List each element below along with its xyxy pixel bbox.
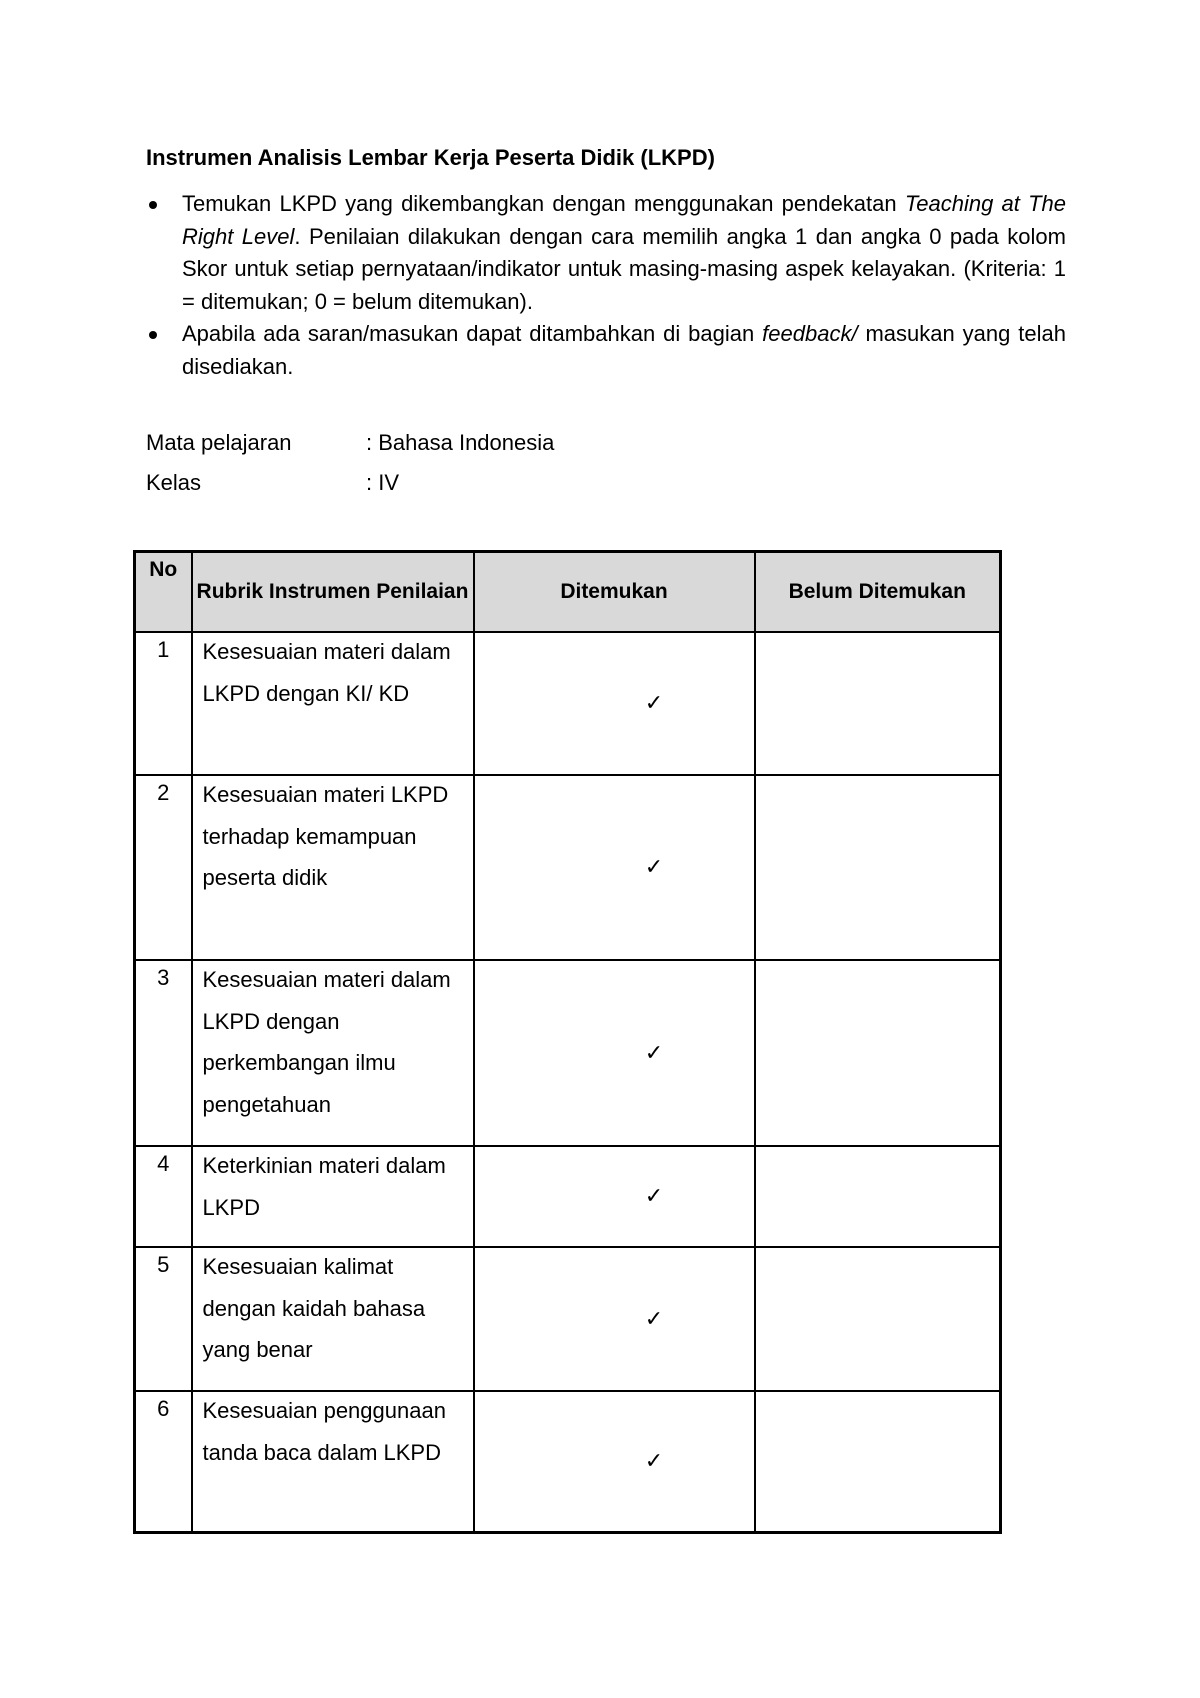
header-not-found: Belum Ditemukan bbox=[755, 552, 1001, 633]
rubric-text: Kesesuaian materi dalam LKPD dengan KI/ KD bbox=[192, 632, 474, 775]
found-cell bbox=[474, 1391, 755, 1532]
document-title: Instrumen Analisis Lembar Kerja Peserta Didik (LKPD) bbox=[146, 145, 715, 170]
row-number: 3 bbox=[135, 960, 192, 1146]
rubric-text: Kesesuaian materi dalam LKPD dengan perkembangan ilmu pengetahuan bbox=[192, 960, 474, 1146]
table-row bbox=[135, 1146, 1001, 1247]
row-number: 6 bbox=[135, 1391, 192, 1532]
not-found-cell bbox=[755, 960, 1001, 1146]
rubric-text: Kesesuaian penggunaan tanda baca dalam LKPD bbox=[192, 1391, 474, 1532]
checkmark-icon: ✓ bbox=[644, 691, 664, 716]
checkmark-icon: ✓ bbox=[644, 855, 664, 880]
header-rubric: Rubrik Instrumen Penilaian bbox=[192, 552, 474, 633]
header-no: No bbox=[135, 552, 192, 633]
instruction-list bbox=[146, 188, 1066, 383]
checkmark-icon: ✓ bbox=[644, 1184, 664, 1209]
checkmark-icon: ✓ bbox=[644, 1306, 664, 1332]
instruction-item bbox=[146, 188, 1066, 318]
instruction-item bbox=[146, 318, 1066, 383]
not-found-cell bbox=[755, 775, 1001, 960]
table-header-row bbox=[135, 552, 1001, 633]
info-value: : Bahasa Indonesia bbox=[366, 430, 555, 455]
rubric-text: Kesesuaian kalimat dengan kaidah bahasa yang benar bbox=[192, 1247, 474, 1391]
row-number: 2 bbox=[135, 775, 192, 960]
table-row bbox=[135, 960, 1001, 1146]
found-cell bbox=[474, 632, 755, 775]
not-found-cell bbox=[755, 1391, 1001, 1532]
bullet-icon bbox=[149, 201, 157, 209]
instruction-text: Apabila ada saran/masukan dapat ditambahkan di bagian feedback/ masukan yang telah disediakan. bbox=[182, 321, 1066, 379]
checkmark-icon: ✓ bbox=[644, 1448, 664, 1474]
rubric-table bbox=[133, 550, 1002, 1534]
table-row bbox=[135, 1391, 1001, 1532]
found-cell bbox=[474, 960, 755, 1146]
instruction-text: Temukan LKPD yang dikembangkan dengan menggunakan pendekatan Teaching at The Right Level. Penilaian dilakukan dengan cara memilih angka 1 dan angka 0 pada kolom Skor untuk setiap pernyataan/indikator untuk masing-masing aspek kelayakan. (Kriteria: 1 = ditemukan; 0 = belum ditemukan). bbox=[182, 191, 1066, 314]
found-cell bbox=[474, 775, 755, 960]
not-found-cell bbox=[755, 1146, 1001, 1247]
rubric-text: Kesesuaian materi LKPD terhadap kemampuan peserta didik bbox=[192, 775, 474, 960]
found-cell bbox=[474, 1247, 755, 1391]
row-number: 1 bbox=[135, 632, 192, 775]
table-row bbox=[135, 1247, 1001, 1391]
rubric-text: Keterkinian materi dalam LKPD bbox=[192, 1146, 474, 1247]
row-number: 4 bbox=[135, 1146, 192, 1247]
info-subject bbox=[146, 430, 746, 460]
header-found: Ditemukan bbox=[474, 552, 755, 633]
checkmark-icon: ✓ bbox=[644, 1040, 664, 1066]
info-label: Kelas bbox=[146, 470, 202, 495]
not-found-cell bbox=[755, 632, 1001, 775]
not-found-cell bbox=[755, 1247, 1001, 1391]
found-cell bbox=[474, 1146, 755, 1247]
info-label: Mata pelajaran bbox=[146, 430, 292, 455]
table-row bbox=[135, 775, 1001, 960]
bullet-icon bbox=[149, 331, 157, 339]
table-row bbox=[135, 632, 1001, 775]
row-number: 5 bbox=[135, 1247, 192, 1391]
info-value: : IV bbox=[366, 470, 400, 495]
info-class bbox=[146, 470, 746, 500]
